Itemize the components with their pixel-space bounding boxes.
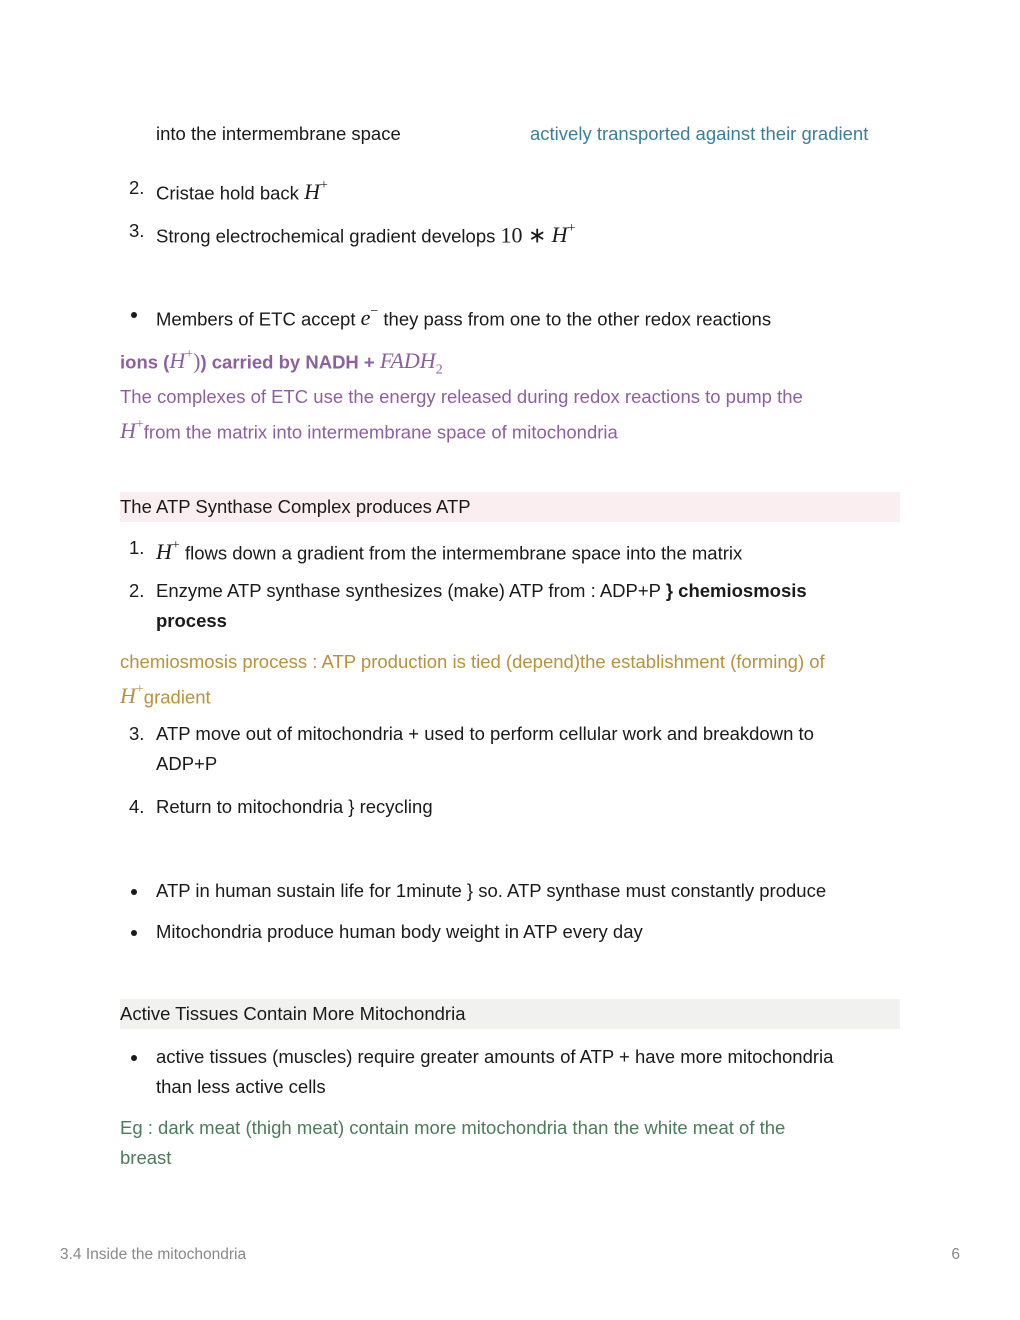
list-item-text: Members of ETC accept — [156, 308, 356, 330]
complexes-paragraph: The complexes of ETC use the energy released during redox reactions to pump the H+from the matrix into intermembrane space of mitochondria — [120, 386, 803, 444]
math-number: 10 ∗ — [500, 222, 547, 248]
section-heading: The ATP Synthase Complex produces ATP — [120, 492, 900, 522]
bullet-dot — [131, 930, 137, 936]
footer-section-title: 3.4 Inside the mitochondria — [60, 1246, 247, 1263]
list-item — [156, 299, 771, 334]
list-item-text: they pass from one to the other redox reactions — [383, 308, 772, 330]
list-item-text: into the intermembrane space — [156, 123, 401, 144]
bullet-dot — [131, 312, 137, 318]
bullet-dot — [131, 889, 137, 895]
list-item: ATP move out of mitochondria + used to perform cellular work and breakdown to ADP+P — [156, 723, 814, 774]
list-number: 2. — [129, 177, 145, 198]
list-item — [156, 533, 742, 568]
section-heading: Active Tissues Contain More Mitochondria — [120, 999, 900, 1029]
list-item: Enzyme ATP synthase synthesizes (make) ATP from : ADP+P } chemiosmosis process — [156, 580, 807, 631]
math-h-plus: H+ — [156, 538, 180, 565]
math-h-plus: H+ — [551, 221, 576, 248]
list-number: 1. — [129, 537, 145, 558]
side-note: actively transported against their gradient — [530, 123, 869, 144]
math-h-plus: H+ — [120, 417, 144, 444]
list-item-text: Cristae hold back — [156, 182, 299, 204]
ions-line: ions (H+)) carried by NADH + $FADH_2$ — [120, 347, 443, 378]
list-item-text: flows down a gradient from the intermembrane space into the matrix — [184, 542, 743, 564]
list-item-text: Strong electrochemical gradient develops — [156, 225, 496, 247]
math-h-plus: H+ — [120, 682, 144, 709]
list-item-continuation — [156, 119, 401, 149]
list-number: 4. — [129, 796, 145, 817]
list-item: Mitochondria produce human body weight in ATP every day — [156, 921, 643, 942]
list-number: 3. — [129, 220, 145, 241]
math-electron: e− — [360, 304, 379, 331]
math-fadh2: $FADH_2$ — [379, 348, 443, 378]
list-item: Return to mitochondria } recycling — [156, 796, 433, 817]
footer-page-number: 6 — [951, 1246, 960, 1263]
bullet-dot — [131, 1055, 137, 1061]
chemiosmosis-paragraph: chemiosmosis process : ATP production is tied (depend)the establishment (forming) of H+gradient — [120, 651, 825, 709]
list-number: 2. — [129, 580, 145, 601]
list-item: active tissues (muscles) require greater amounts of ATP + have more mitochondria than less active cells — [156, 1046, 834, 1097]
math-h-plus: H+ — [169, 347, 194, 374]
math-h-plus: H+ — [304, 178, 328, 205]
list-item — [156, 216, 575, 251]
list-number: 3. — [129, 723, 145, 744]
example-paragraph: Eg : dark meat (thigh meat) contain more mitochondria than the white meat of the breast — [120, 1117, 786, 1168]
list-item: ATP in human sustain life for 1minute } so. ATP synthase must constantly produce — [156, 880, 827, 901]
list-item — [156, 173, 328, 208]
